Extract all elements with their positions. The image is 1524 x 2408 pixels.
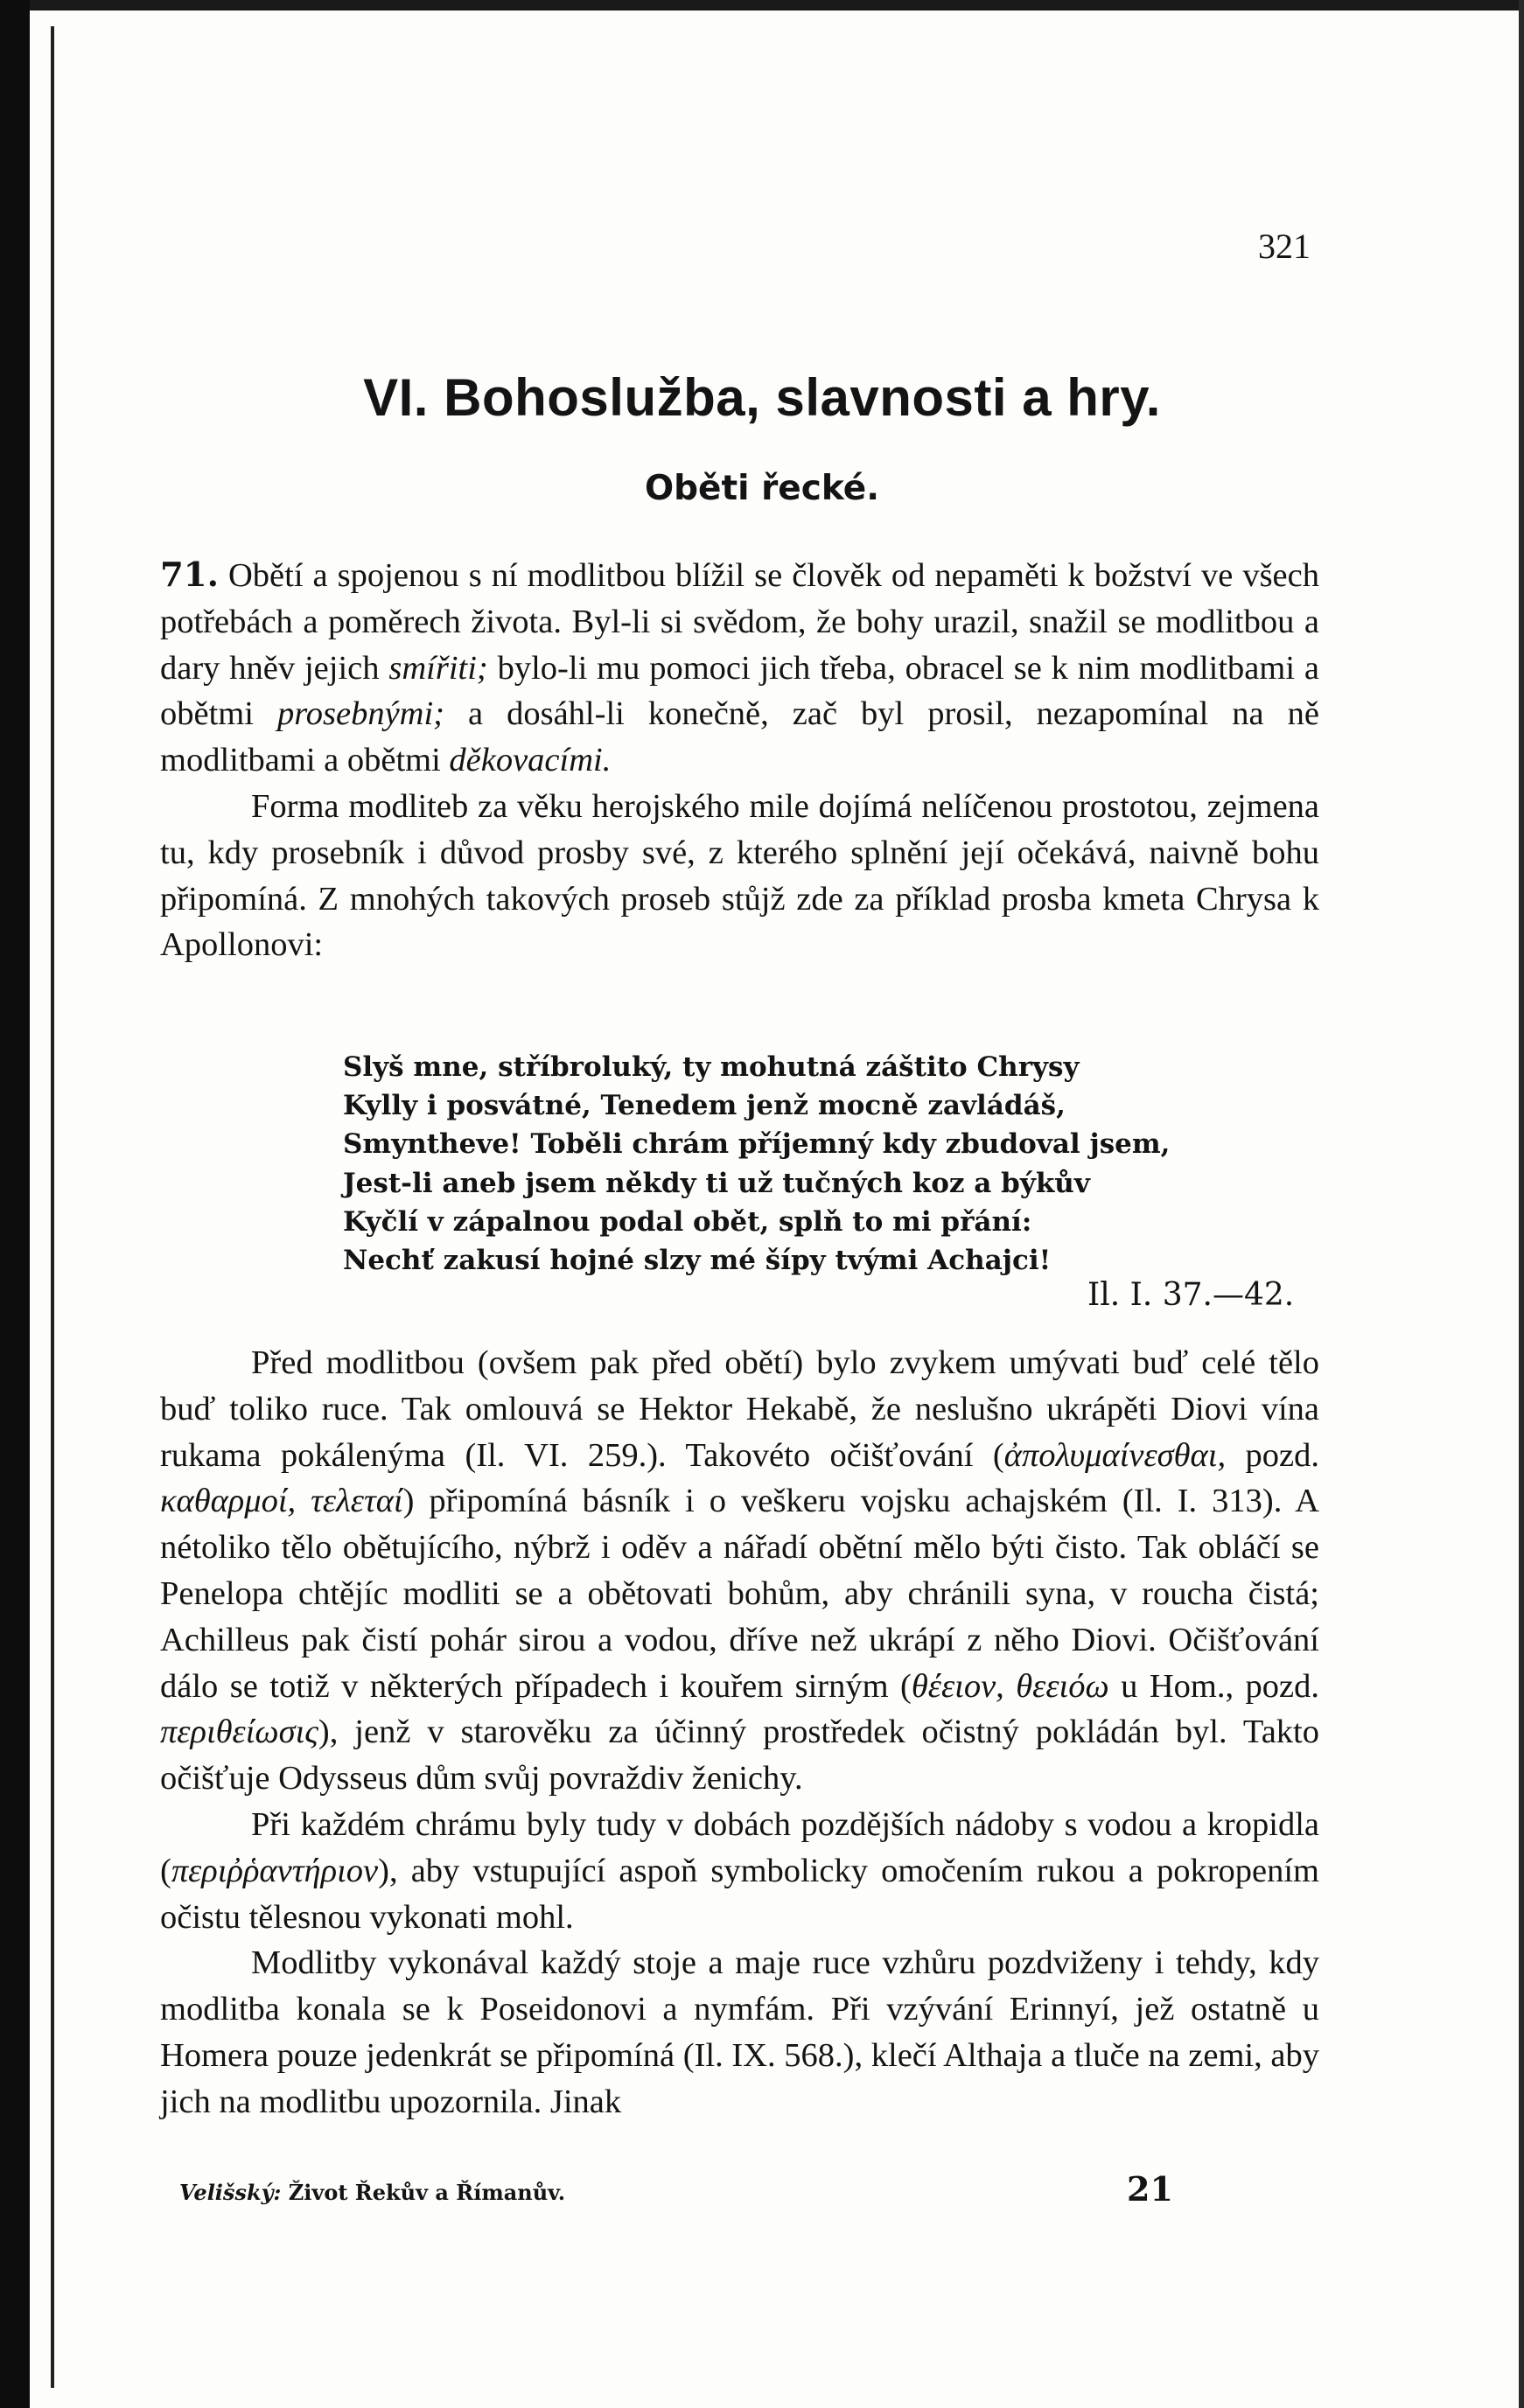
page-number: 321 [1258,227,1311,266]
paragraph-pred-modlitbou [160,1340,1319,1802]
footer-signature: 21 [1127,2169,1173,2209]
para3-greek-2: καθαρμοί, τελεταί [160,1483,403,1520]
para1-text-3: a dosáhl-li konečně, zač byl prosil, nezapomínal na ně modlitbami a obětmi [160,695,1319,779]
para3-text-1: Před modlitbou (ovšem pak před obětí) bylo zvykem umývati buď celé tělo buď toliko ruce. Tak omlouvá se Hektor Hekabě, že neslušno ukrápěti Diovi vína rukama pokálenýma (Il. VI. 259.). Takovéto očišťování ( [160,1344,1319,1474]
para3-text-5: ), jenž v starověku za účinný prostředek očistný pokládán byl. Takto očišťuje Odysseus dům svůj povraždiv ženichy. [160,1714,1319,1797]
verse-line: Kylly i posvátné, Tenedem jenž mocně zavládáš, [343,1090,1066,1122]
verse-quote [343,1048,1305,1280]
scan-edge-right [1519,0,1524,2408]
para4-text-2: ), aby vstupující aspoň symbolicky omočením rukou a pokropením očistu tělesnou vykonati mohl. [160,1852,1319,1936]
paragraph-modlitby: Modlitby vykonával každý stoje a maje ruce vzhůru pozdviženy i tehdy, kdy modlitba konala se k Poseidonovi a nymfám. Při vzývání Erinnyí, jež ostatně u Homera pouze jedenkrát se připomíná (Il. IX. 568.), klečí Althaja a tluče na zemi, aby jich na modlitbu upozornila. Jinak [160,1944,1319,2120]
para4-greek-1: περιῤῥαντήριον [171,1852,379,1889]
verse-line: Slyš mne, stříbroluký, ty mohutná záštito Chrysy [343,1051,1080,1083]
paragraph-pri-kazdem [160,1802,1319,1940]
footer-title: Život Řekův a Římanův. [281,2180,566,2205]
para3-greek-1: ἀπολυμαίνεσθαι, [1003,1436,1227,1474]
body-text-bottom [160,1340,1319,2125]
footer-book-title [179,2180,565,2205]
para3-greek-3: θέειον, θεειόω [911,1667,1109,1705]
footer-author: Velišský: [179,2180,282,2205]
para3-greek-4: περιθείωσις [160,1714,318,1751]
verse-line: Jest-li aneb jsem někdy ti už tučných koz a býkův [343,1167,1090,1199]
verse-reference: Il. I. 37.—42. [1087,1277,1295,1313]
para4-text-1: Při každém chrámu byly tudy v dobách pozdějších nádoby s vodou a kropidla ( [160,1805,1319,1889]
section-title: Oběti řecké. [644,469,880,508]
para3-text-4: u Hom., pozd. [1108,1667,1320,1705]
para3-text-2: pozd. [1226,1436,1319,1474]
para1-italic-1: smířiti; [388,649,488,687]
chapter-title: VI. Bohoslužba, slavnosti a hry. [363,368,1161,427]
para1-italic-2: prosebnými; [276,695,444,733]
para1-text-2: bylo-li mu pomoci jich třeba, obracel se k nim modlitbami a obětmi [160,649,1319,733]
verse-line: Smyntheve! Toběli chrám příjemný kdy zbudoval jsem, [343,1128,1171,1161]
paragraph-forma: Forma modliteb za věku herojského mile dojímá nelíčenou prostotou, zejmena tu, kdy prosebník i důvod prosby své, z kterého splnění její očekává, naivně bohu připomíná. Z mnohých takových proseb stůjž zde za příklad prosba kmeta Chrysa k Apollonovi: [160,787,1319,964]
body-text-top [160,553,1319,968]
scan-edge-left [0,0,30,2408]
para3-text-3: ) připomíná básník i o veškeru vojsku achajském (Il. I. 313). A nétoliko tělo obětujícího, nýbrž i oděv a nářadí obětní mělo býti čisto. Tak obláčí se Penelopa chtějíc modliti se a obětovati bohům, aby chránili syna, v roucha čistá; Achilleus pak čistí pohár sirou a vodou, dříve než ukrápí z něho Diovi. Očišťování dálo se totiž v některých případech i kouřem sirným ( [160,1483,1319,1705]
verse-line: Kyčlí v zápalnou podal obět, splň to mi přání: [343,1205,1032,1238]
verse-line: Nechť zakusí hojné slzy mé šípy tvými Achajci! [343,1245,1052,1277]
para1-italic-3: děkovacími. [449,742,612,779]
paragraph-number: 71. [160,555,219,595]
scan-edge-top [0,0,1524,10]
para1-text-1: Obětí a spojenou s ní modlitbou blížil se člověk od nepaměti k božství ve všech potřebách a poměrech života. Byl-li si svědom, že bohy urazil, snažil se modlitbou a dary hněv jejich [160,557,1319,687]
paragraph-71 [160,553,1319,784]
